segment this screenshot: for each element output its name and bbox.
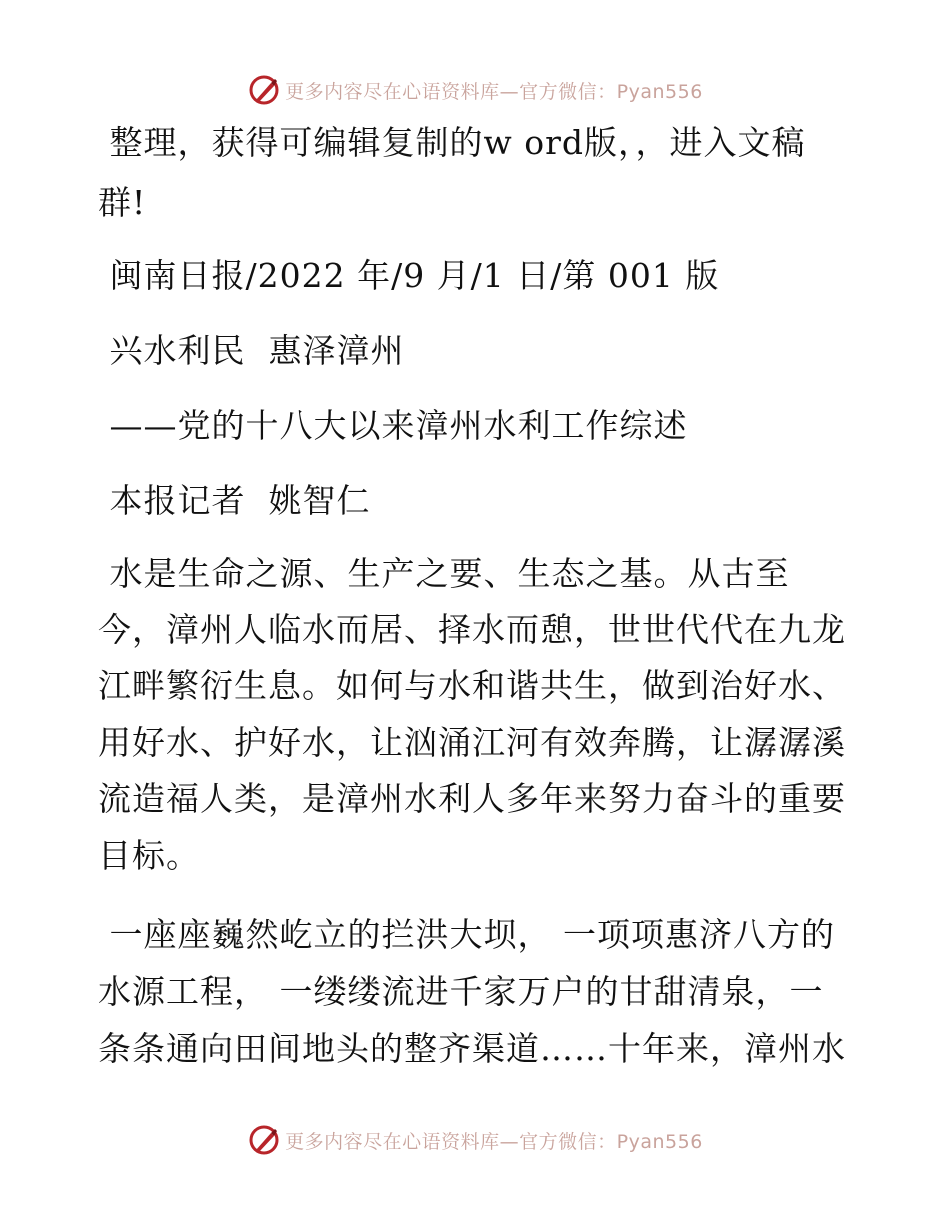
footer-banner [0,1120,950,1160]
document-line: 江畔繁衍生息。如何与水和谐共生，做到治好水、 [98,666,846,705]
footer-banner-text: 更多内容尽在心语资料库—官方微信：Pyan556 [285,1130,703,1153]
header-banner-text: 更多内容尽在心语资料库—官方微信：Pyan556 [285,80,703,103]
document-line: 目标。 [98,836,200,875]
document-line: 一座座巍然屹立的拦洪大坝， 一项项惠济八方的 [98,915,835,954]
header-banner [0,70,950,110]
document-line: 条条通向田间地头的整齐渠道……十年来，漳州水 [98,1029,846,1068]
document-line: 兴水利民 惠泽漳州 [98,331,405,370]
document-line: 群! [98,183,147,222]
fountain-pen-logo-icon [247,73,281,107]
document-line: 水源工程， 一缕缕流进千家万户的甘甜清泉，一 [98,972,824,1011]
document-line: 本报记者 姚智仁 [98,481,371,520]
document-line: 流造福人类，是漳州水利人多年来努力奋斗的重要 [98,779,846,818]
document-line: 用好水、护好水，让汹涌江河有效奔腾，让潺潺溪 [98,723,846,762]
document-line: 今，漳州人临水而居、择水而憩，世世代代在九龙 [98,610,846,649]
document-line: 水是生命之源、生产之要、生态之基。从古至 [98,554,790,593]
document-line: 闽南日报/2022 年/9 月/1 日/第 001 版 [98,256,720,295]
document-line: 整理，获得可编辑复制的w ord版，，进入文稿 [98,123,806,162]
fountain-pen-logo-icon [247,1123,281,1157]
document-line: ——党的十八大以来漳州水利工作综述 [98,406,688,445]
